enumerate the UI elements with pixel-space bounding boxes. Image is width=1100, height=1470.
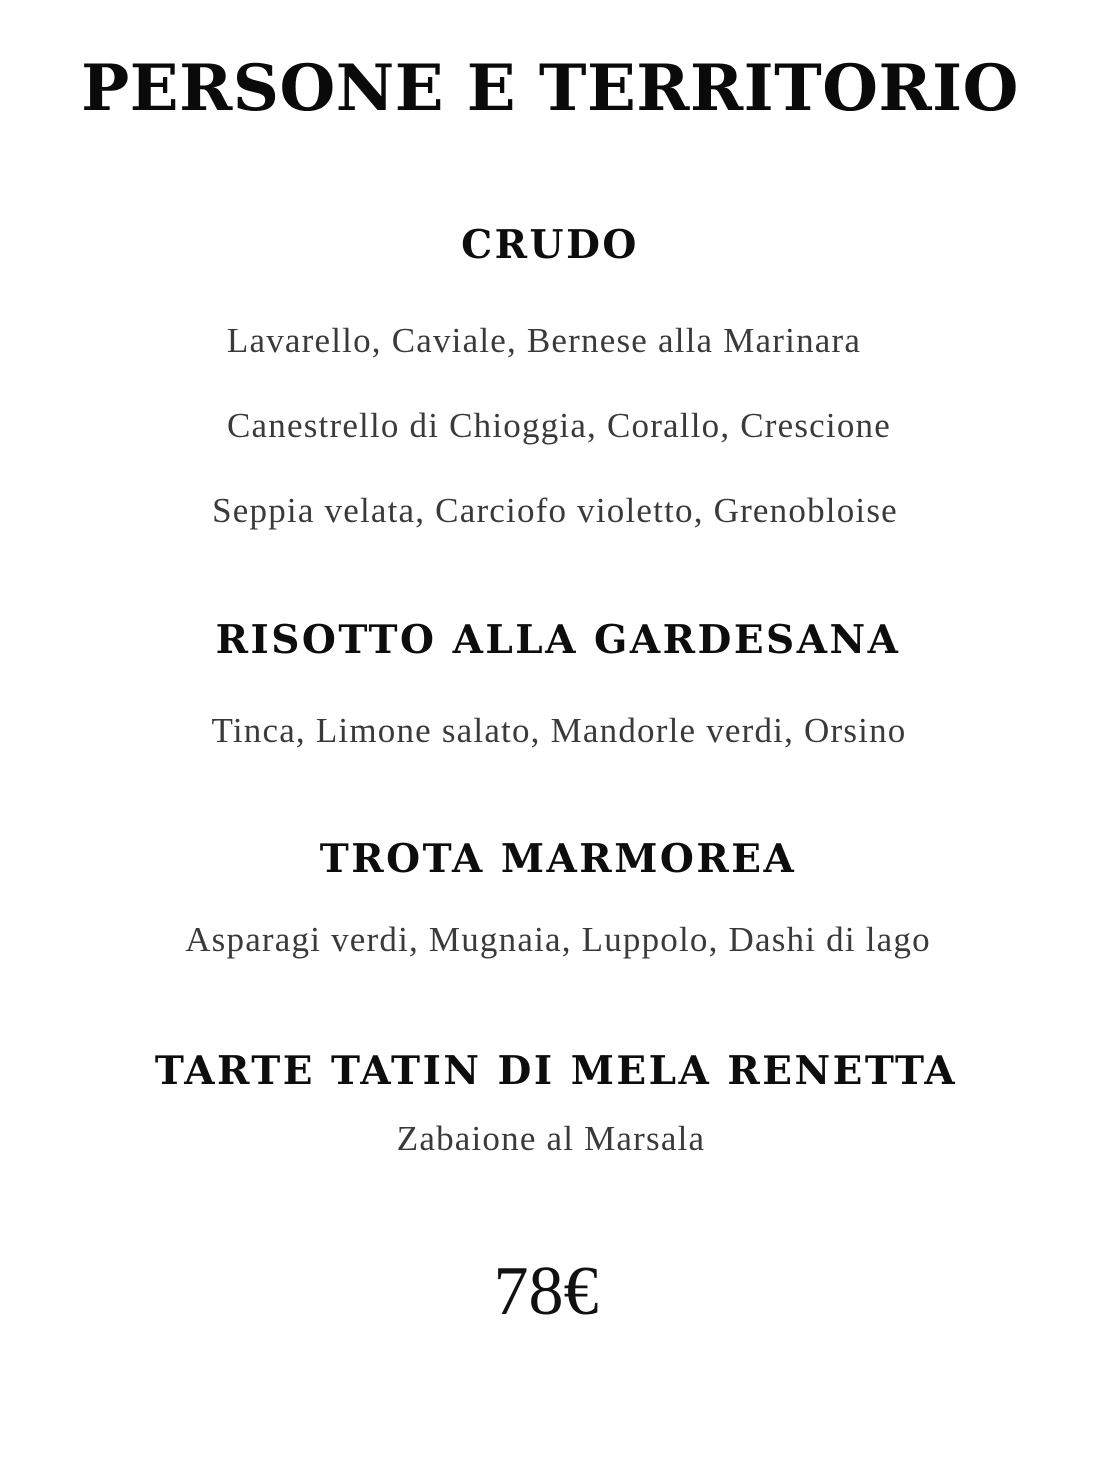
- menu-title: PERSONE E TERRITORIO: [81, 51, 1019, 126]
- course-title-risotto: RISOTTO ALLA GARDESANA: [215, 617, 901, 663]
- dish-line: Asparagi verdi, Mugnaia, Luppolo, Dashi di lago: [185, 920, 931, 959]
- dish-line: Lavarello, Caviale, Bernese alla Marinara: [226, 321, 862, 360]
- dish-line: Canestrello di Chioggia, Corallo, Crescione: [227, 406, 891, 445]
- dish-line: Tinca, Limone salato, Mandorle verdi, Orsino: [211, 711, 907, 750]
- dish-line: Seppia velata, Carciofo violetto, Grenobloise: [212, 491, 898, 530]
- dish-line: Zabaione al Marsala: [396, 1119, 706, 1158]
- course-title-tarte-tatin: TARTE TATIN DI MELA RENETTA: [154, 1048, 958, 1094]
- course-title-crudo: CRUDO: [461, 222, 639, 268]
- menu-price: 78€: [493, 1253, 599, 1330]
- course-title-trota: TROTA MARMOREA: [319, 836, 797, 882]
